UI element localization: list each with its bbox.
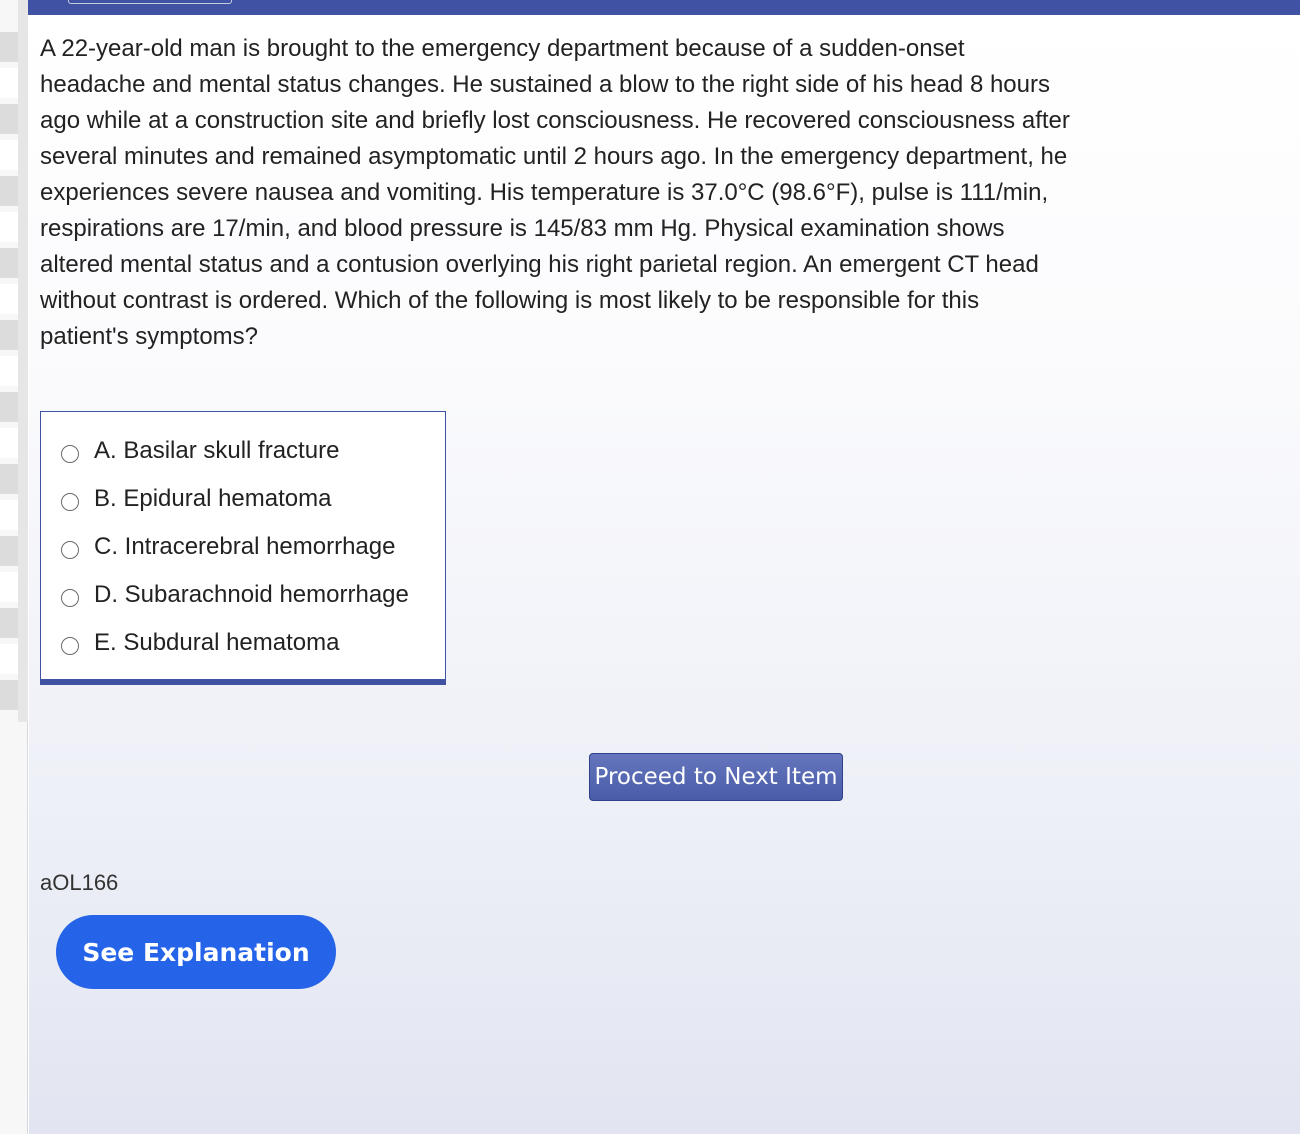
radio-button[interactable] [61, 493, 79, 511]
sidebar-item[interactable] [0, 320, 18, 350]
sidebar-item[interactable] [0, 392, 18, 422]
sidebar-item[interactable] [0, 32, 18, 62]
sidebar-item[interactable] [0, 140, 18, 170]
main-content [29, 15, 1300, 1134]
radio-button[interactable] [61, 445, 79, 463]
sidebar-item[interactable] [0, 572, 18, 602]
answer-option-c[interactable] [61, 530, 395, 564]
sidebar-item[interactable] [0, 356, 18, 386]
option-label: C. Intracerebral hemorrhage [94, 533, 396, 560]
option-label: A. Basilar skull fracture [94, 437, 340, 464]
sidebar-item[interactable] [0, 536, 18, 566]
answer-option-d[interactable] [61, 578, 409, 612]
sidebar-item[interactable] [0, 104, 18, 134]
block-tab[interactable] [68, 0, 232, 4]
answer-choices [40, 411, 446, 685]
sidebar-item[interactable] [0, 464, 18, 494]
sidebar-item[interactable] [0, 248, 18, 278]
sidebar-item[interactable] [0, 212, 18, 242]
radio-button[interactable] [61, 637, 79, 655]
sidebar-item[interactable] [0, 428, 18, 458]
sidebar [0, 0, 28, 1134]
sidebar-item[interactable] [0, 644, 18, 674]
header-bar [28, 0, 1300, 15]
sidebar-item[interactable] [0, 500, 18, 530]
radio-button[interactable] [61, 589, 79, 607]
proceed-next-item-button[interactable]: Proceed to Next Item [589, 753, 843, 801]
answer-option-e[interactable] [61, 626, 339, 660]
sidebar-item[interactable] [0, 284, 18, 314]
question-stem: A 22-year-old man is brought to the emergency department because of a sudden-onset headache and mental status changes. He sustained a blow to the right side of his head 8 hours ago while at a construction site and briefly lost consciousness. He recovered consciousness after several minutes and remained asymptomatic until 2 hours ago. In the emergency department, he experiences severe nausea and vomiting. His temperature is 37.0°C (98.6°F), pulse is 111/min, respirations are 17/min, and blood pressure is 145/83 mm Hg. Physical examination shows altered mental status and a contusion overlying his right parietal region. An emergent CT head without contrast is ordered. Which of the following is most likely to be responsible for this patient's symptoms? [40, 35, 1070, 350]
answer-option-a[interactable] [61, 434, 339, 468]
radio-button[interactable] [61, 541, 79, 559]
sidebar-item[interactable] [0, 680, 18, 710]
sidebar-divider [18, 0, 28, 722]
option-label: D. Subarachnoid hemorrhage [94, 581, 409, 608]
answer-option-b[interactable] [61, 482, 331, 516]
see-explanation-button[interactable]: See Explanation [56, 915, 336, 989]
sidebar-item[interactable] [0, 176, 18, 206]
option-label: E. Subdural hematoma [94, 629, 340, 656]
sidebar-item[interactable] [0, 68, 18, 98]
question-id: aOL166 [40, 870, 119, 895]
option-label: B. Epidural hematoma [94, 485, 332, 512]
sidebar-item[interactable] [0, 608, 18, 638]
